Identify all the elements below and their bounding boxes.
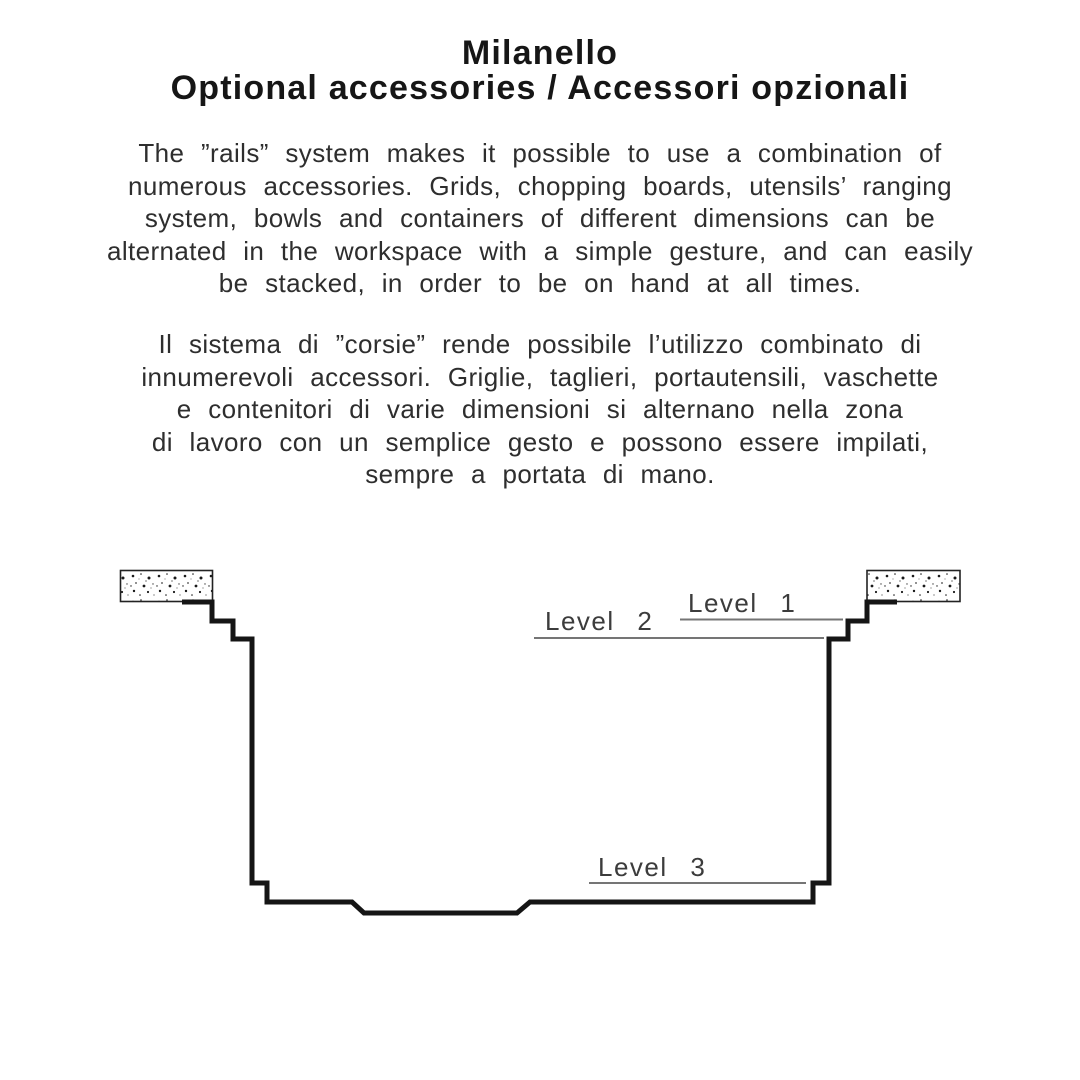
intro-it-line: di lavoro con un semplice gesto e possono essere impilati, [151, 426, 929, 457]
intro-en-line: numerous accessories. Grids, chopping boards, utensils’ ranging [128, 170, 952, 201]
intro-it-line: innumerevoli accessori. Griglie, taglieri, portautensili, vaschette [141, 361, 939, 392]
intro-en-line: alternated in the workspace with a simple gesture, and can easily [106, 235, 974, 266]
level-1-label: Level 1 [688, 588, 797, 618]
intro-en-line: The ”rails” system makes it possible to use a combination of [138, 138, 942, 168]
countertop-section-right [867, 571, 960, 602]
intro-it-line: e contenitori di varie dimensioni si alternano nella zona [176, 394, 904, 424]
intro-it-line: Il sistema di ”corsie” rende possibile l’utilizzo combinato di [158, 329, 922, 359]
product-name: Milanello [461, 34, 619, 72]
countertop-section-left [121, 571, 213, 602]
page-subtitle: Optional accessories / Accessori opzionali [170, 69, 910, 107]
intro-en-line: system, bowls and containers of different dimensions can be [144, 203, 936, 233]
level-3-label: Level 3 [598, 852, 707, 882]
sink-profile-outline [182, 602, 897, 913]
level-2-label: Level 2 [545, 606, 654, 636]
intro-en-line: be stacked, in order to be on hand at all times. [218, 268, 862, 298]
intro-it-line: sempre a portata di mano. [365, 459, 715, 489]
